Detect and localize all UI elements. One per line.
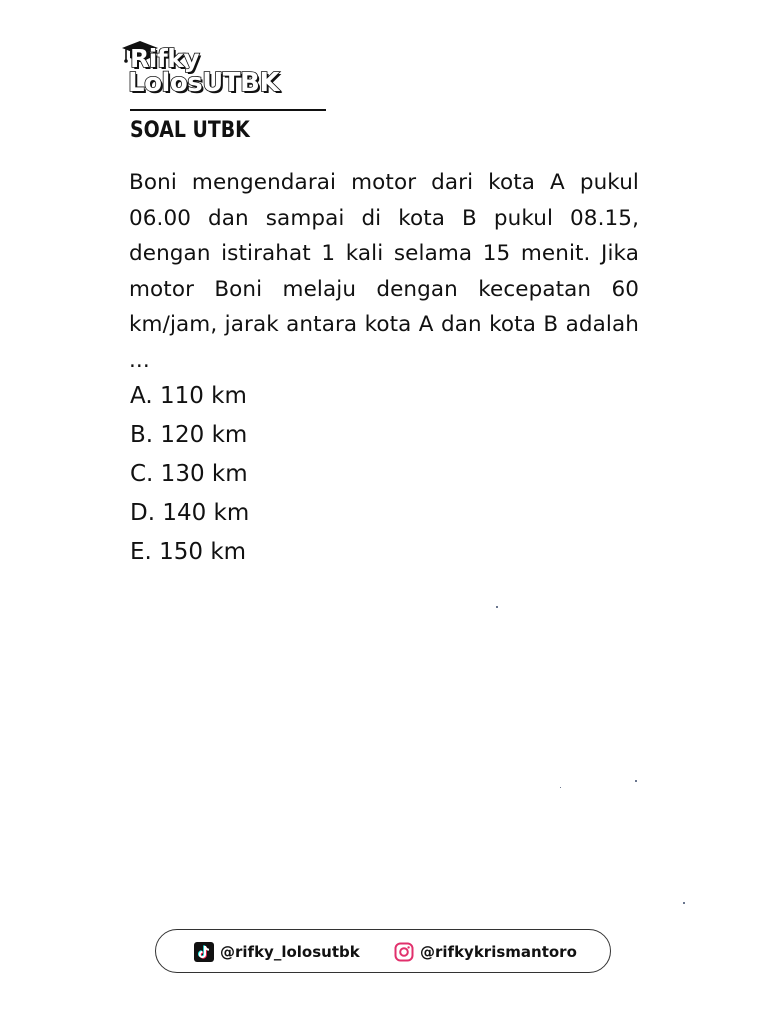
tiktok-handle[interactable] xyxy=(194,930,360,974)
option-d: D. 140 km xyxy=(130,500,250,526)
speck xyxy=(560,787,561,788)
header-divider xyxy=(130,109,326,111)
logo-line-2: LolosUTBK xyxy=(128,68,279,98)
tiktok-icon xyxy=(194,942,214,962)
brand-logo xyxy=(120,38,300,104)
option-c: C. 130 km xyxy=(130,461,248,487)
option-e: E. 150 km xyxy=(130,539,247,565)
speck xyxy=(496,606,498,608)
social-footer xyxy=(155,929,611,973)
section-title: SOAL UTBK xyxy=(130,118,250,143)
option-b: B. 120 km xyxy=(130,422,248,448)
option-a: A. 110 km xyxy=(130,383,247,409)
speck xyxy=(683,902,685,904)
speck xyxy=(635,780,637,782)
question-text: Boni mengendarai motor dari kota A pukul 06.00 dan sampai di kota B pukul 08.15, dengan istirahat 1 kali selama 15 menit. Jika motor Boni melaju dengan kecepatan 60 km/jam, jarak antara kota A dan kota B adalah ... xyxy=(129,170,639,373)
instagram-handle[interactable] xyxy=(394,930,577,974)
tiktok-handle-text: @rifky_lolosutbk xyxy=(220,943,360,961)
answer-options xyxy=(130,377,249,572)
logo-line-1: Rifky xyxy=(130,44,200,73)
instagram-handle-text: @rifkykrismantoro xyxy=(420,943,577,961)
instagram-icon xyxy=(394,942,414,962)
